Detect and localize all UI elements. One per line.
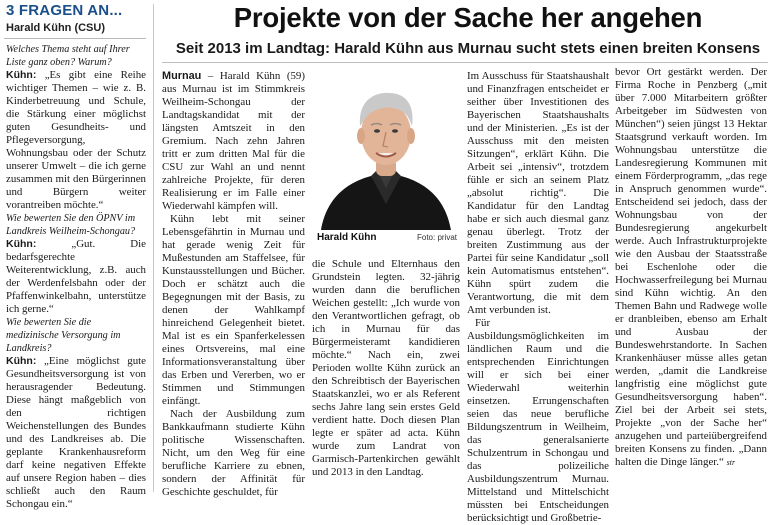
paragraph-text: bevor Ort gestärkt werden. Der Firma Roche in Penzberg („mit über 7.000 Mitarbeitern größter Arbeitgeber im Südwesten von München“) seien jüngst 13 Hektar Staatsgrund verkauft worden. Im Wohnungsbau unterstütze die Landesregierung Kommunen mit einem Förderprogramm, „das rege in Anspruch genommen wurde“. Entscheidend sei jedoch, dass der Wohnungsbau von der Bundesregierung angekurbelt werde. Auch Infrastrukturprojekte wie den Ausbau der Staatsstraße bei Eschenlohe oder die Hochwasserfreilegung bei Murnau sind Kühn wichtig. An den Themen Bahn und Radwege wolle er dranbleiben, ebenso am Erhalt und Ausbau der Bundeswehrstandorte. In Sachen Krankenhäuser müsse alles getan werden, „damit die Landkreise langfristig eine möglichst gute Gesundheitsversorgung haben“. Ziel bei der Arbeit sei stets, Projekte „von der Sache her“ anzugehen und parteiübergreifend breiten Konsens zu finden. „Dann halten die Dinge länger.“ (615, 66, 767, 468)
paragraph-text: – Harald Kühn (59) aus Murnau ist im Stimmkreis Weilheim-Schongau der Landtagskandidat mit der längsten Amtszeit in den Gremium. Nach zehn Jahren tritt er zum dritten Mal für die CSU zur Wahl an und nennt zahlreiche Projekte, für deren Realisierung er im Falle einer Wiederwahl kämpfen will. (162, 70, 305, 212)
article-paragraph: Im Ausschuss für Staatshaushalt und Finanzfragen entscheidet er seither über Investitionen des Bayerischen Staatshaushalts und der Ministerien. „Es ist der Ausschuss mit den meisten Sitzungen“, erklärt Kühn. Die Arbeit sei „intensiv“, trotzdem fühle er sich an seinem Platz „absolut richtig“. Die Kandidatur für den Landtag habe er sich auch diesmal ganz genau überlegt. Trotz der breiten Zustimmung aus der Partei für seine Kandidatur „soll kein Automatismus entstehen“. Kühn spürt zudem die Verantwortung, die mit dem Amt verbunden ist. (467, 70, 609, 316)
dateline: Murnau (162, 70, 202, 82)
article-column-3 (467, 70, 609, 525)
portrait-figure (313, 70, 459, 244)
question-3: Wie bewerten Sie die medizinische Versorgung im Landkreis? (6, 317, 121, 354)
question-2: Wie bewerten Sie den ÖPNV im Landkreis Weilheim-Schongau? (6, 213, 136, 237)
article-column-2 (312, 258, 460, 479)
answer-1-speaker: Kühn: (6, 69, 37, 81)
photo-caption: Harald Kühn (317, 232, 377, 243)
sidebar-byline: Harald Kühn (CSU) (6, 22, 105, 34)
answer-3-speaker: Kühn: (6, 355, 37, 367)
portrait-illustration (313, 70, 459, 230)
article-paragraph (162, 70, 305, 213)
photo-credit: Foto: privat (416, 233, 457, 242)
article-column-4 (615, 66, 767, 469)
column-divider (153, 4, 154, 492)
answer-2-speaker: Kühn: (6, 238, 37, 250)
article-column-1 (162, 70, 305, 499)
question-1: Welches Thema steht auf Ihrer Liste ganz oben? Warum? (6, 44, 130, 68)
article-paragraph: Kühn lebt mit seiner Lebensgefährtin in Murnau und hat gerade wenig Zeit für Mußestunden am Staffelsee, für Kunstausstellungen und Bücher. Doch er schätzt auch die Begegnungen mit der Basis, zu denen der Wahlkampf hinreichend Gelegenheit bietet. Mal ist es ein Spanferkelessen eines Ortsvereins, mal eine Informationsveranstaltung über das Erben und Vererben, wo er Stimmen und Stimmungen einfängt. (162, 213, 305, 407)
answer-3-text: „Eine möglichst gute Gesundheitsversorgung ist von herausragender Bedeutung. Diese hängt maßgeblich von den richtigen Weichenstellungen des Bundes und des Landkreises ab. Die geplante Krankenhausreform darf keine negativen Effekte auf unsere Region haben – dies schließt auch den Raum Schongau ein.“ (6, 355, 146, 510)
answer-1 (6, 69, 146, 212)
article-paragraph: Für Ausbildungsmöglichkeiten im ländlichen Raum und die entsprechenden Einrichtungen will er sich bei einer Wiederwahl weiterhin einsetzen. Errungenschaften seien das neue berufliche Bildungszentrum in Weilheim, das generalsanierte Schulzentrum in Schongau und das polizeiliche Ausbildungszentrum Murnau. Mittelstand und Mittelschicht müssten bei Entscheidungen berücksichtigt und Großbetrie- (467, 317, 609, 524)
article-paragraph: Nach der Ausbildung zum Bankkaufmann studierte Kühn politische Wissenschaften. Nicht, um den Weg für eine berufliche Karriere zu ebnen, sondern der Affinität für Geschichte geschuldet, für (162, 408, 305, 498)
article-paragraph (615, 66, 767, 469)
sidebar-body (6, 43, 146, 511)
portrait-photo (313, 70, 459, 230)
sidebar-kicker: 3 FRAGEN AN... (6, 2, 123, 19)
headline-divider (162, 62, 768, 63)
answer-2 (6, 238, 146, 316)
interview-sidebar (0, 0, 150, 510)
author-signature: str (726, 458, 736, 467)
article-paragraph: die Schule und Elternhaus den Grundstein legten. 32-jährig wurden dann die beruflichen Weichen gestellt: „Ich wurde von den Verantwortlichen gefragt, ob ich in Murnau für das Bürgermeisteramt kandidieren möchte.“ Nach ein, zwei Perioden wollte Kühn zurück an den Schreibtisch der Bayerischen Staatskanzlei, wo er als Referent sechs Jahre lang sein erstes Geld verdient hatte. Doch diesen Plan legte er später ad acta. Kühn wurde zum Landrat von Garmisch-Partenkirchen gewählt und 2013 in den Landtag. (312, 258, 460, 478)
article-headline: Projekte von der Sache her angehen (233, 2, 703, 33)
answer-2-text: „Gut. Die bedarfsgerechte Weiterentwicklung, z.B. auch der Werdenfelsbahn oder der Pfaffenwinkelbahn, unterstütze ich gerne.“ (6, 238, 146, 315)
answer-1-text: „Es gibt eine Reihe wichtiger Themen – wie z. B. Kinderbetreuung und Schule, die Stärkung einer möglichst guten Gesundheits- und Pflegeversorgung, Wohnungsbau oder der Schutz unserer Umwelt – die ich gerne zusammen mit den Bürgerinnen und Bürgern weiter vorantreiben möchte.“ (6, 69, 146, 211)
answer-3 (6, 355, 146, 511)
article-subheadline: Seit 2013 im Landtag: Harald Kühn aus Murnau sucht stets einen breiten Konsens (175, 40, 761, 57)
sidebar-divider (4, 38, 146, 39)
